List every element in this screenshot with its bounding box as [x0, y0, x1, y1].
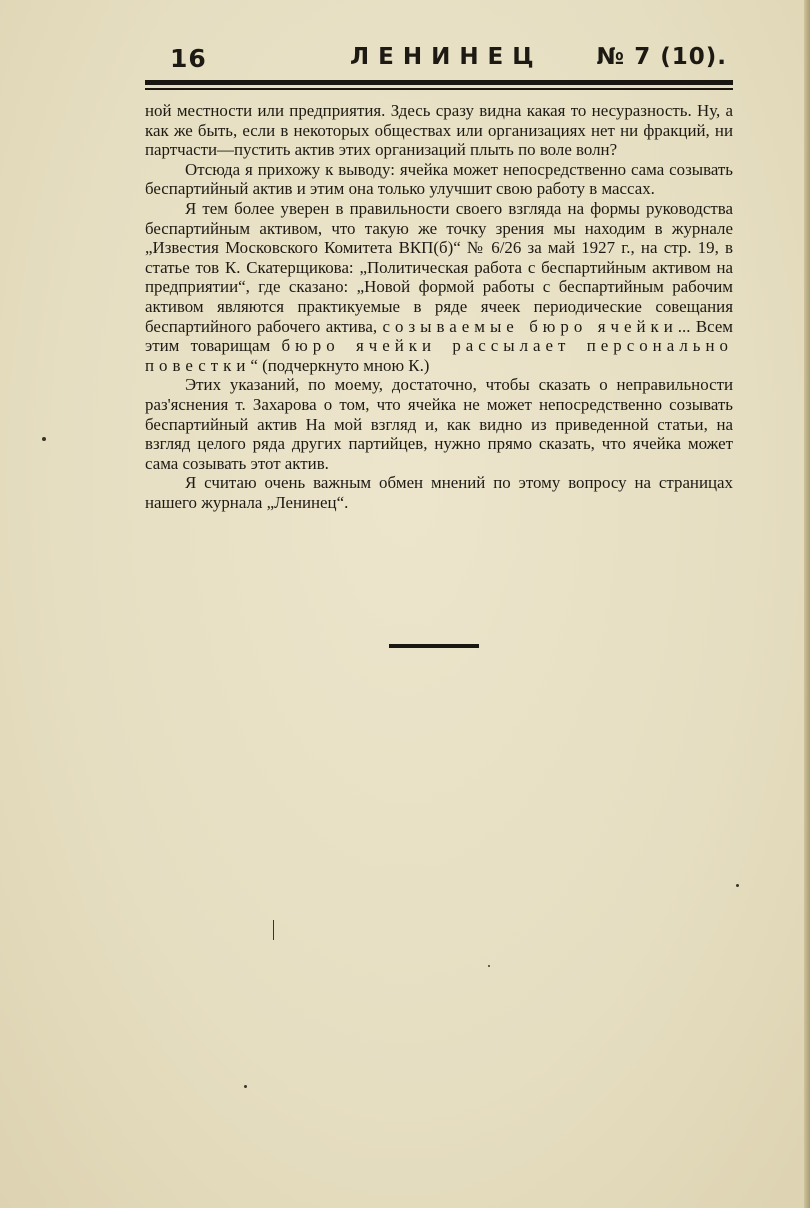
paragraph-3-text: Я тем более уверен в правильности своего взгляда на формы руководства беспартийным активом, что такую же точку зрения мы находим в журнале „Известия Московского Комитета ВКП(б)“ № 6/26 за май 1927 г., на стр. 19, в статье тов К. Скатерщикова: „Политическая работа с беспартийным активом на предприятии“, где сказано: „Новой формой работы с беспартийным рабочим активом являются практикуемые в ряде ячеек периодические совещания беспартийного рабочего актива, [145, 198, 733, 336]
paragraph-4: Этих указаний, по моему, достаточно, чтобы сказать о неправильности раз'яснения т. Захарова о том, что ячейка не может непосредственно созывать беспартийный актив На мой взгляд и, как видно из приведенной статьи, на взгляд целого ряда других партийцев, нужно прямо сказать, что ячейка может сама созывать этот актив. [145, 375, 733, 473]
page-number: 16 [170, 44, 207, 73]
journal-title: ЛЕНИНЕЦ [350, 44, 543, 70]
paper-speck [273, 920, 274, 940]
paper-speck [42, 437, 46, 441]
article-body [145, 101, 733, 512]
paper-speck [244, 1085, 247, 1088]
paragraph-3 [145, 199, 733, 375]
header-rule-thick [145, 80, 733, 85]
header-rule-thin [145, 88, 733, 90]
paragraph-3-text-3: “ (подчеркнуто мною К.) [250, 355, 430, 375]
paragraph-5: Я считаю очень важным обмен мнений по этому вопросу на страницах нашего журнала „Ленинец“. [145, 473, 733, 512]
issue-number: № 7 (10). [596, 44, 727, 70]
spaced-emphasis-1: созываемые бюро ячейки [382, 316, 678, 336]
article-end-rule [389, 644, 479, 648]
paragraph-1: ной местности или предприятия. Здесь сразу видна какая то несуразность. Ну, а как же быть, если в некоторых обществах или организациях нет ни фракций, ни партчасти—пустить актив этих организаций плыть по воле волн? [145, 101, 733, 160]
page-header [168, 44, 733, 80]
page-edge [804, 0, 810, 1208]
spaced-emphasis-2: бюро ячейки рассылает персонально повестки [145, 336, 733, 375]
paragraph-2: Отсюда я прихожу к выводу: ячейка может непосредственно сама созывать беспартийный актив и этим она только улучшит свою работу в массах. [145, 159, 733, 199]
paper-speck [736, 884, 739, 887]
paper-speck [488, 965, 490, 967]
paragraph-3-text-2: ... Всем этим товарищам [145, 316, 733, 356]
